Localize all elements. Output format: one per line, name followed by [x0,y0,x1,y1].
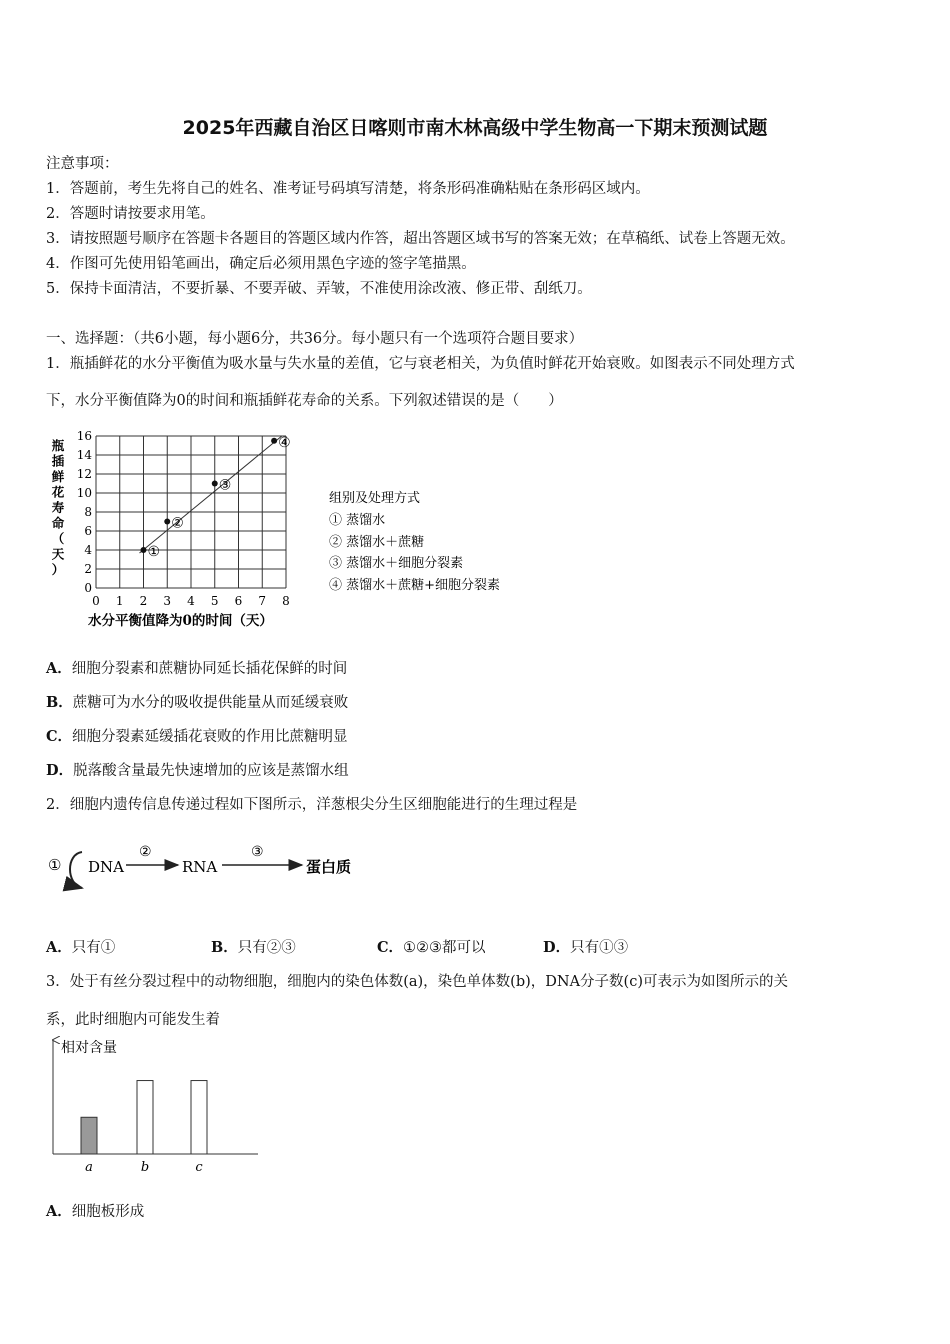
q3-stem-line2: 系，此时细胞内可能发生着 [46,1012,220,1028]
legend-item: ③ 蒸馏水＋细胞分裂素 [329,556,464,571]
q2-option-b[interactable]: B．只有②③ [211,939,296,956]
x-tick-label: 5 [210,594,219,608]
q1-stem-line1: 1．瓶插鲜花的水分平衡值为吸水量与失水量的差值，它与衰老相关，为负值时鲜花开始衰败。如图表示不同处理方式 [46,356,795,372]
q2-option-d[interactable]: D．只有①③ [543,939,629,956]
y-tick-label: 16 [76,429,92,443]
x-tick-label: 2 [139,594,148,608]
notice-item: 3．请按照题号顺序在答题卡各题目的答题区域内作答，超出答题区域书写的答案无效；在草稿纸、试卷上答题无效。 [46,231,795,247]
y-tick-label: 12 [76,467,92,481]
step2-marker: ② [139,844,152,860]
y-tick-label: 0 [84,581,92,595]
y-label-char: 寿 [51,500,65,515]
dna-label: DNA [88,858,124,876]
protein-label: 蛋白质 [306,858,352,876]
x-tick-label: 3 [163,594,172,608]
q2-flow-diagram [46,832,376,902]
y-label-char: 命 [51,515,65,531]
x-tick-label: 7 [258,594,267,608]
data-point-label: ② [171,515,184,532]
data-point [141,547,147,553]
x-axis-label: 水分平衡值降为0的时间（天） [88,613,273,629]
trend-line [140,436,283,553]
q1-option-b[interactable]: B．蔗糖可为水分的吸收提供能量从而延缓衰败 [46,694,349,711]
q1-option-a[interactable]: A．细胞分裂素和蔗糖协同延长插花保鲜的时间 [46,660,348,677]
bar-c [191,1081,207,1154]
replication-loop-arrow [70,852,82,888]
y-axis-label [51,438,65,577]
section-heading: 一、选择题：（共6小题，每小题6分，共36分。每小题只有一个选项符合题目要求） [46,331,584,347]
data-point [212,481,218,487]
x-tick-labels [92,594,290,608]
page-title: 2025年西藏自治区日喀则市南木林高级中学生物高一下期末预测试题 [182,117,768,139]
legend-title: 组别及处理方式 [329,491,421,506]
y-tick-label: 8 [84,505,92,519]
y-axis-label: 相对含量 [61,1040,117,1056]
legend-item: ④ 蒸馏水＋蔗糖+细胞分裂素 [329,578,501,593]
notice-heading: 注意事项： [46,156,119,172]
category-label: b [140,1160,150,1175]
chart-grid [96,436,286,588]
y-label-char: 鲜 [51,469,65,484]
category-label: c [195,1160,203,1175]
y-label-char: ） [51,562,65,577]
bar-a [81,1117,97,1154]
data-points [141,435,291,560]
x-tick-label: 0 [92,594,100,608]
y-label-char: （ [51,531,65,546]
q3-bar-chart [46,1036,276,1181]
data-point [164,519,170,525]
legend-item: ② 蒸馏水＋蔗糖 [329,535,425,550]
q1-line-chart [46,422,546,637]
step1-marker: ① [48,856,62,874]
q3-option-a[interactable]: A．细胞板形成 [46,1203,145,1220]
q2-stem: 2．细胞内遗传信息传递过程如下图所示，洋葱根尖分生区细胞能进行的生理过程是 [46,797,578,813]
data-point [271,438,277,444]
notice-item: 4．作图可先使用铅笔画出，确定后必须用黑色字迹的签字笔描黑。 [46,256,476,272]
q3-stem-line1: 3．处于有丝分裂过程中的动物细胞，细胞内的染色体数(a)，染色单体数(b)，DNA分子数(c)可表示为如图所示的关 [46,974,788,990]
q1-option-d[interactable]: D．脱落酸含量最先快速增加的应该是蒸馏水组 [46,762,349,779]
data-point-label: ④ [278,434,291,451]
y-label-char: 瓶 [51,438,65,453]
q1-stem-line2: 下，水分平衡值降为0的时间和瓶插鲜花寿命的关系。下列叙述错误的是（ ） [46,393,563,409]
rna-label: RNA [182,858,218,876]
bar-b [137,1081,153,1154]
y-tick-label: 6 [84,524,92,538]
notice-item: 5．保持卡面清洁，不要折暴、不要弄破、弄皱，不准使用涂改液、修正带、刮纸刀。 [46,281,592,297]
q2-option-a[interactable]: A．只有① [46,939,116,956]
step3-marker: ③ [251,844,264,860]
legend-item: ① 蒸馏水 [329,513,386,528]
data-point-label: ③ [218,477,232,494]
q1-option-c[interactable]: C．细胞分裂素延缓插花衰败的作用比蔗糖明显 [46,728,348,745]
x-tick-label: 1 [115,594,124,608]
bars [81,1081,207,1154]
category-labels [85,1160,203,1175]
y-tick-label: 2 [84,562,92,576]
y-label-char: 插 [51,453,65,469]
y-tick-label: 10 [76,486,92,500]
y-tick-labels [77,429,93,595]
data-point-label: ① [147,544,161,560]
y-label-char: 花 [51,484,65,500]
y-tick-label: 4 [84,543,92,557]
x-tick-label: 8 [282,594,290,608]
notice-item: 1．答题前，考生先将自己的姓名、准考证号码填写清楚，将条形码准确粘贴在条形码区域内。 [46,181,650,197]
notice-item: 2．答题时请按要求用笔。 [46,206,215,222]
x-tick-label: 6 [234,594,243,608]
x-tick-label: 4 [187,594,195,608]
y-tick-label: 14 [76,448,92,462]
y-label-char: 天 [51,546,65,562]
category-label: a [85,1160,93,1175]
q2-option-c[interactable]: C．①②③都可以 [377,939,486,956]
